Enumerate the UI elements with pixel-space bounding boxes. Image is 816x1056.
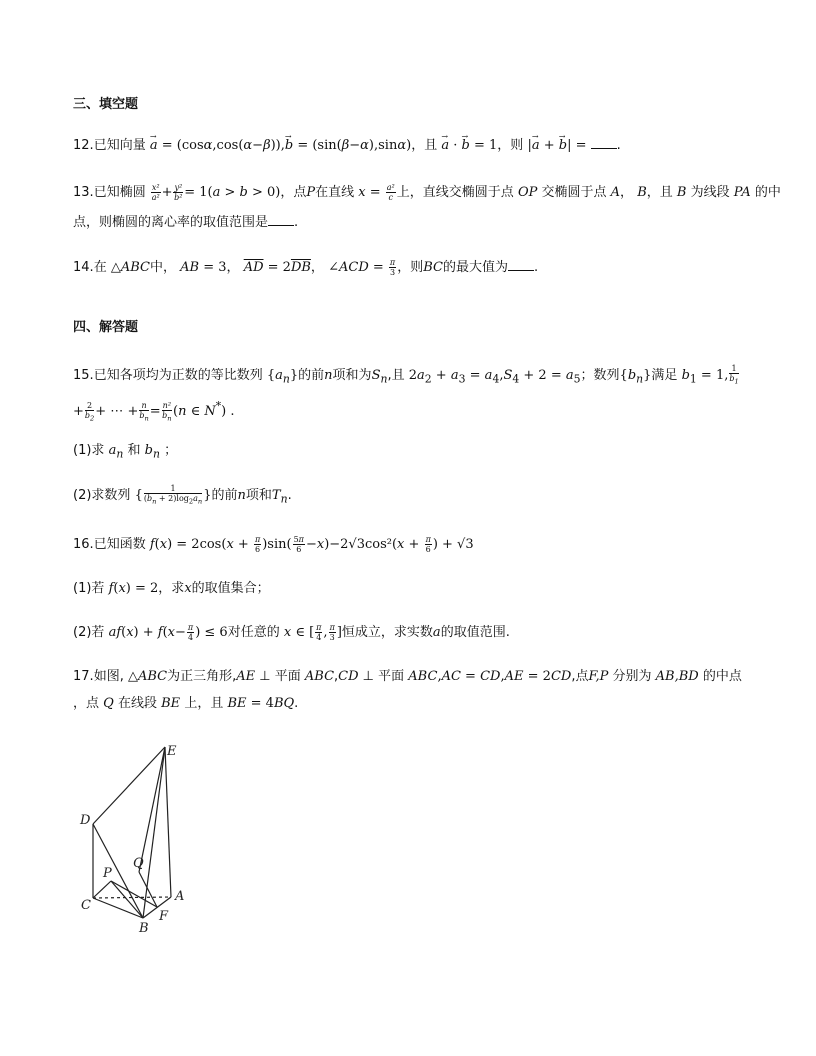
q14-triangle: △ABC xyxy=(110,260,150,275)
question-14 xyxy=(73,258,538,277)
question-12 xyxy=(73,137,621,155)
q13-end: . xyxy=(294,215,299,230)
q17-t6: 分别为 xyxy=(612,669,652,684)
edge-de xyxy=(93,747,165,824)
q14-text-3: ， xyxy=(226,260,240,275)
question-15-part-1 xyxy=(73,442,177,464)
q17-triangle: △ABC xyxy=(127,669,168,684)
q16-p2d: 的取值范围. xyxy=(440,625,510,640)
q13-op: OP xyxy=(517,185,538,200)
section-solutions-title: 四、解答题 xyxy=(73,320,139,335)
q15-text-5: ；数列 xyxy=(580,367,620,383)
label-b: B xyxy=(139,921,149,936)
edge-ea xyxy=(165,747,171,897)
q15-bn: $b_n$ xyxy=(144,443,160,461)
q14-end: . xyxy=(533,260,539,275)
q15-n: n xyxy=(324,367,333,383)
q17-fp: F,P xyxy=(588,669,609,684)
q16-text-1: 已知函数 xyxy=(93,537,146,552)
q14-answer-blank xyxy=(508,259,534,271)
q17-ae-perp: AE xyxy=(236,669,256,684)
edge-eb xyxy=(143,747,165,918)
label-a: A xyxy=(175,889,185,904)
q17-q: Q xyxy=(103,696,114,711)
q15-p2-n: n xyxy=(237,487,246,503)
q15-text-4: ,且 xyxy=(387,367,405,383)
q17-line2b: 在线段 xyxy=(117,696,157,711)
q13-text-1: 已知椭圆 xyxy=(93,185,146,200)
q14-text-5: ，则 xyxy=(397,260,424,275)
q16-fx-eq-2: f(x) = 2 xyxy=(108,581,159,596)
q16-p2c: 恒成立，求实数 xyxy=(341,625,433,640)
q16-p1c: 的取值集合； xyxy=(191,581,270,596)
q13-line2: 点，则椭圆的离心率的取值范围是 xyxy=(73,215,269,230)
q17-t4: 平面 xyxy=(378,669,405,684)
q13-point-b: B xyxy=(637,185,647,200)
q15-p1c: ； xyxy=(164,443,178,458)
q17-ab-bd: AB,BD xyxy=(655,669,699,684)
question-16-part-2 xyxy=(73,623,510,642)
q15-p1: (1)求 xyxy=(73,443,105,458)
q17-cd-perp: CD xyxy=(338,669,359,684)
edge-cb xyxy=(93,898,143,918)
q15-text-6: 满足 xyxy=(651,367,678,383)
label-p: P xyxy=(103,866,112,881)
q12-answer-blank xyxy=(591,137,617,149)
q14-number: 14. xyxy=(73,260,94,275)
geometry-figure xyxy=(75,738,195,938)
q13-answer-blank xyxy=(268,214,294,226)
q17-abc-1: ABC xyxy=(304,669,335,684)
q17-be: BE xyxy=(161,696,181,711)
edge-cp xyxy=(93,881,111,898)
q15-b1: $b_1 = 1$, $\frac{1}{b_1}$ xyxy=(681,364,739,386)
q17-conditions: ABC,AC = CD,AE = 2CD xyxy=(408,669,572,684)
q13-text-7: ，且 xyxy=(646,185,673,200)
question-17-line-2 xyxy=(73,695,298,713)
q14-bc: BC xyxy=(423,260,443,275)
question-15-part-2 xyxy=(73,484,292,508)
q12-text-1: 已知向量 xyxy=(93,138,146,153)
question-16 xyxy=(73,535,474,554)
q12-number: 12. xyxy=(73,138,94,153)
q15-sn: $S_n$ xyxy=(371,367,388,386)
q15-seq-a: $\{a_n\}$ xyxy=(266,367,299,386)
q15-seq-b: $\{b_n\}$ xyxy=(619,367,652,386)
q13-text-5: 交椭圆于点 xyxy=(448,185,514,200)
q15-p2-seq: { $\frac{1}{(b_n + 2)\log_2a_n}$ } xyxy=(134,484,212,506)
q15-p1b: 和 xyxy=(127,443,141,458)
q17-be-eq: BE = 4BQ xyxy=(227,696,295,711)
q13-segment-pa: PA xyxy=(733,185,751,200)
q13-number: 13. xyxy=(73,185,94,200)
question-13-line-2 xyxy=(73,214,298,232)
q16-number: 16. xyxy=(73,537,94,552)
q12-vector-a: → a = (cosα,cos(α−β)),→ b = (sin(β−α),sinα) xyxy=(150,138,411,153)
q16-p2b: 对任意的 xyxy=(227,625,280,640)
edge-db xyxy=(93,824,143,918)
q16-interval: x ∈ [ $\frac{\pi}{4}$ , $\frac{\pi}{3}$ ] xyxy=(283,623,342,642)
q17-line2d: . xyxy=(294,696,299,711)
q12-magnitude: |→ a + → b| = xyxy=(527,138,586,153)
q15-an: $a_n$ xyxy=(108,443,124,461)
q15-p2: (2)求数列 xyxy=(73,487,131,503)
q12-dot-product: → a · → b = 1 xyxy=(441,138,497,153)
q17-number: 17. xyxy=(73,669,94,684)
q15-text-3: 项和为 xyxy=(332,367,372,383)
question-15 xyxy=(73,364,740,388)
q17-t2: 为正三角形, xyxy=(167,669,237,684)
q17-line2a: ，点 xyxy=(73,696,100,711)
question-16-part-1 xyxy=(73,580,270,598)
q13-text-2: ，点 xyxy=(280,185,307,200)
q14-text-1: 在 xyxy=(93,260,107,275)
q12-text-3: ，则 xyxy=(497,138,524,153)
q16-p1: (1)若 xyxy=(73,581,105,596)
q13-line-equation: x = $\frac{\text{a²}}{c}$ xyxy=(358,183,395,202)
label-c: C xyxy=(81,898,91,913)
q13-comma: ， xyxy=(620,185,634,200)
q16-a: a xyxy=(432,625,441,640)
q17-line2c: 上，且 xyxy=(184,696,224,711)
question-17: 17.如图, △ABC为正三角形,AE ⊥ 平面 ABC,CD ⊥ 平面 ABC,AC = CD,AE = 2CD,点F,P 分别为 AB,BD 的中点 xyxy=(73,669,742,684)
label-d: D xyxy=(80,813,91,828)
q15-conditions: $2a_2 + a_3 = a_4,S_4 + 2 = a_5$ xyxy=(408,367,581,386)
q13-text-9: 的中 xyxy=(754,185,781,200)
q14-angle: ∠ACD = $\frac{\pi}{3}$ xyxy=(328,258,396,277)
q14-text-6: 的最大值为 xyxy=(442,260,508,275)
q16-x: x xyxy=(184,581,192,596)
q12-text-2: ，且 xyxy=(411,138,438,153)
q16-function: f(x) = 2cos(x + $\frac{\pi}{6}$ )sin( $\frac{5\pi}{6}$ −x)−2√3cos²(x + $\frac{\pi}{6}$ ) + √3 xyxy=(149,535,474,554)
label-f: F xyxy=(159,909,169,924)
q13-point-p: P xyxy=(306,185,316,200)
q17-t7: 的中点 xyxy=(702,669,742,684)
q14-ab: AB = 3 xyxy=(180,260,227,275)
q14-text-4: ， xyxy=(310,260,324,275)
q15-text-1: 已知各项均为正数的等比数列 xyxy=(93,367,263,383)
edge-pb xyxy=(111,881,143,918)
q15-text-2: 的前 xyxy=(298,367,325,383)
question-15-line-2 xyxy=(73,398,235,423)
q17-t5: ,点 xyxy=(571,669,589,684)
question-13 xyxy=(73,183,781,202)
q15-number: 15. xyxy=(73,367,94,383)
label-q: Q xyxy=(133,856,144,871)
q17-t3: 平面 xyxy=(274,669,301,684)
q15-p2d: . xyxy=(287,487,292,503)
q15-sum-formula: + $\frac{2}{b_2}$ + ⋯ + $\frac{n}{b_n}$ = $\frac{\text{n²}}{b_n}$ (n ∈ N*) . xyxy=(73,400,235,423)
q14-vectors: $\overline{AD} = 2\overline{DB}$ xyxy=(243,260,311,275)
q16-inequality: af(x) + f(x− $\frac{\pi}{4}$ ) ≤ 6 xyxy=(108,623,228,642)
edge-eq xyxy=(139,747,165,872)
q16-p1b: ，求 xyxy=(158,581,185,596)
q13-text-4: 上，直线 xyxy=(396,185,449,200)
q17-line1: 如图, xyxy=(93,669,124,684)
q14-text-2: 中， xyxy=(149,260,176,275)
q13-ellipse-equation: $\frac{\text{x²}}{\text{a²}}$ + $\frac{\text{y²}}{\text{b²}}$ = 1(a > b > 0) xyxy=(151,183,281,202)
q13-text-8: 为线段 xyxy=(690,185,730,200)
section-fill-in-title: 三、填空题 xyxy=(73,97,139,112)
label-e: E xyxy=(167,744,177,759)
q13-text-3: 在直线 xyxy=(315,185,355,200)
q15-tn: $T_n$ xyxy=(271,487,288,506)
q13-text-6: 交椭圆于点 xyxy=(541,185,607,200)
q13-point-a: A xyxy=(610,185,621,200)
q16-p2: (2)若 xyxy=(73,625,105,640)
q15-p2b: 的前 xyxy=(211,487,238,503)
q12-end: . xyxy=(616,138,621,153)
q13-point-b2: B xyxy=(676,185,687,200)
q15-p2c: 项和 xyxy=(245,487,272,503)
